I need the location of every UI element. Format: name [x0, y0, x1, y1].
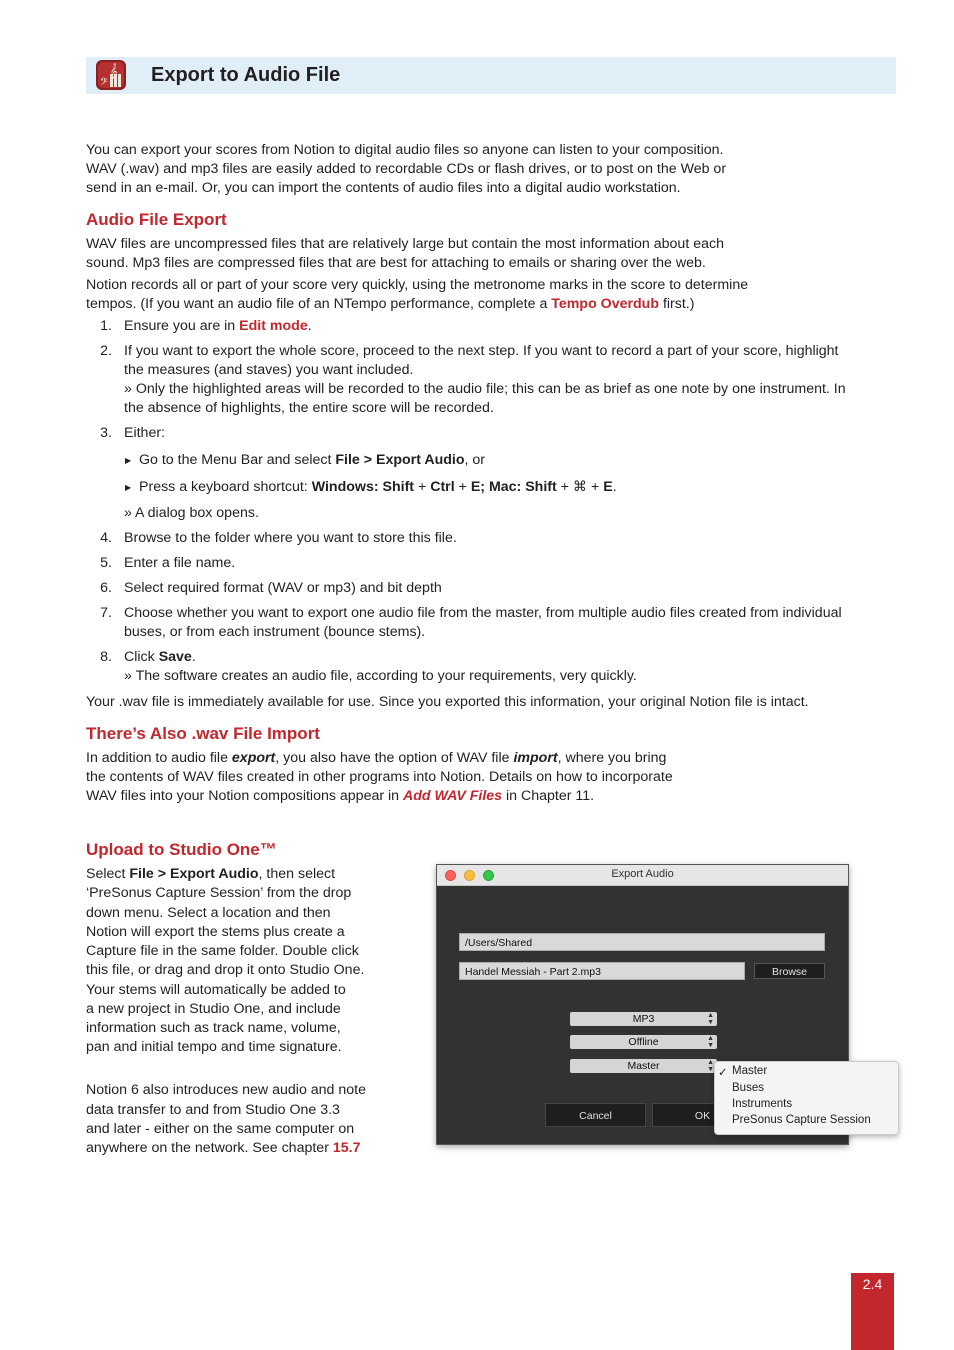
text: Go to the Menu Bar and select — [139, 452, 336, 468]
body-line — [86, 295, 694, 314]
bullet-triangle-icon: ▶ — [125, 483, 132, 492]
text: in Chapter 11. — [502, 788, 595, 804]
text: E; Mac: Shift — [470, 479, 557, 495]
body-line: Notion 6 also introduces new audio and note — [86, 1082, 367, 1098]
body-line — [86, 1139, 360, 1158]
dialog-titlebar — [437, 865, 848, 886]
step-number: 5. — [100, 555, 112, 571]
step-number: 6. — [100, 580, 112, 596]
step-number: 1. — [100, 318, 112, 334]
body-line: information such as track name, volume, — [86, 1020, 341, 1036]
text: Save — [158, 649, 192, 665]
body-line: WAV files are uncompressed files that are relatively large but contain the most information about each — [86, 236, 724, 252]
step-text — [124, 648, 196, 667]
section-heading-wav-import: There’s Also .wav File Import — [86, 724, 320, 743]
step-number: 2. — [100, 343, 112, 359]
text: + — [454, 479, 471, 495]
path-field[interactable]: /Users/Shared — [459, 933, 825, 951]
step-text: » Only the highlighted areas will be recorded to the audio file; this can be as brief as one note by one instrument. In — [124, 381, 846, 397]
text: , then select — [258, 866, 336, 882]
tempo-overdub-link[interactable]: Tempo Overdub — [551, 296, 660, 312]
text: first.) — [659, 296, 695, 312]
format-value: MP3 — [632, 1013, 655, 1025]
source-select[interactable] — [570, 1059, 717, 1073]
step-number: 7. — [100, 605, 112, 621]
page-number: 2.4 — [862, 1276, 883, 1292]
text: , or — [464, 452, 486, 468]
text: File > Export Audio — [335, 452, 465, 468]
menu-item-instruments[interactable]: Instruments — [732, 1098, 793, 1110]
step-text: Either: — [124, 425, 166, 441]
section-heading-studio-one: Upload to Studio One™ — [86, 840, 277, 859]
step-number: 3. — [100, 425, 112, 441]
intro-line: You can export your scores from Notion to digital audio files so anyone can listen to your composition. — [86, 142, 724, 158]
step-text: If you want to export the whole score, proceed to the next step. If you want to record a part of your score, highlight — [124, 343, 839, 359]
body-line: ‘PreSonus Capture Session’ from the drop — [86, 885, 352, 901]
bullet-text — [139, 478, 617, 497]
text: , where you bring — [557, 750, 667, 766]
body-line: Notion will export the stems plus create a — [86, 924, 345, 940]
body-line: this file, or drag and drop it onto Studio One. — [86, 962, 365, 978]
edit-mode-link[interactable]: Edit mode — [239, 318, 308, 334]
up-down-arrows-icon: ▲ ▼ — [707, 1035, 714, 1049]
body-line — [86, 865, 335, 884]
text: Ctrl — [430, 479, 455, 495]
text: WAV files into your Notion compositions appear in — [86, 788, 404, 804]
text: import — [513, 750, 558, 766]
svg-text:𝄢: 𝄢 — [100, 76, 108, 90]
intro-line: send in an e-mail. Or, you can import the contents of audio files into a digital audio workstation. — [86, 180, 681, 196]
text: Windows: Shift — [311, 479, 415, 495]
body-line: Your .wav file is immediately available for use. Since you exported this information, your original Notion file is intact. — [86, 694, 809, 710]
filename-field[interactable]: Handel Messiah - Part 2.mp3 — [459, 962, 745, 980]
menu-item-capture-session[interactable]: PreSonus Capture Session — [732, 1114, 871, 1126]
body-line — [86, 787, 594, 806]
step-text: Select required format (WAV or mp3) and bit depth — [124, 580, 442, 596]
step-text: Choose whether you want to export one audio file from the master, from multiple audio files created from individual — [124, 605, 842, 621]
text: + — [414, 479, 431, 495]
mode-select[interactable] — [570, 1035, 717, 1049]
page-number-badge — [851, 1273, 894, 1350]
body-line: Notion records all or part of your score very quickly, using the metronome marks in the score to determine — [86, 277, 749, 293]
intro-line: WAV (.wav) and mp3 files are easily added to recordable CDs or flash drives, or to post on the Web or — [86, 161, 727, 177]
text: Ensure you are in — [124, 318, 240, 334]
body-line: Your stems will automatically be added to — [86, 982, 346, 998]
cancel-button[interactable]: Cancel — [545, 1103, 646, 1127]
body-line — [86, 749, 666, 768]
up-down-arrows-icon: ▲ ▼ — [707, 1059, 714, 1073]
text: In addition to audio file — [86, 750, 232, 766]
text: File > Export Audio — [129, 866, 259, 882]
menu-item-buses[interactable]: Buses — [732, 1082, 764, 1094]
svg-text:𝄞: 𝄞 — [110, 64, 118, 79]
format-select[interactable] — [570, 1012, 717, 1026]
step-number: 4. — [100, 530, 112, 546]
mode-value: Offline — [628, 1036, 659, 1048]
step-text: Enter a file name. — [124, 555, 236, 571]
text: Click — [124, 649, 159, 665]
step-result: » The software creates an audio file, according to your requirements, very quickly. — [124, 668, 637, 684]
dialog-title: Export Audio — [611, 868, 674, 880]
page-title: Export to Audio File — [151, 64, 341, 86]
notion-logo-icon — [96, 60, 126, 90]
step-text: the measures (and staves) you want included. — [124, 362, 414, 378]
text: . — [307, 318, 312, 334]
step-result: » A dialog box opens. — [124, 505, 259, 521]
body-line: sound. Mp3 files are compressed files that are best for attaching to emails or sharing over the web. — [86, 255, 706, 271]
body-line: Capture file in the same folder. Double click — [86, 943, 359, 959]
text: + ⌘ + — [556, 479, 604, 495]
source-value: Master — [627, 1060, 660, 1072]
checkmark-icon: ✓ — [718, 1067, 728, 1079]
text: Press a keyboard shortcut: — [139, 479, 312, 495]
body-line: data transfer to and from Studio One 3.3 — [86, 1102, 340, 1118]
menu-item-master[interactable]: Master — [732, 1065, 768, 1077]
text: Select — [86, 866, 130, 882]
text: . — [612, 479, 617, 495]
text: , you also have the option of WAV file — [275, 750, 514, 766]
text: . — [191, 649, 196, 665]
body-line: down menu. Select a location and then — [86, 905, 331, 921]
step-text: the absence of highlights, the entire score will be recorded. — [124, 400, 494, 416]
body-line: and later - either on the same computer on — [86, 1121, 355, 1137]
ok-button[interactable]: OK — [652, 1103, 753, 1127]
bullet-text — [139, 451, 485, 470]
text: tempos. (If you want an audio file of an NTempo performance, complete a — [86, 296, 552, 312]
text: anywhere on the network. See chapter — [86, 1140, 333, 1156]
step-text: Browse to the folder where you want to store this file. — [124, 530, 457, 546]
body-line: a new project in Studio One, and include — [86, 1001, 341, 1017]
section-header — [86, 57, 896, 94]
body-line: pan and initial tempo and time signature. — [86, 1039, 342, 1055]
bullet-triangle-icon: ▶ — [125, 456, 132, 465]
section-heading-audio-export: Audio File Export — [86, 210, 227, 229]
text: E — [603, 479, 613, 495]
add-wav-files-link[interactable]: Add WAV Files — [403, 788, 503, 804]
text: export — [231, 750, 276, 766]
chapter-link[interactable]: 15.7 — [332, 1140, 361, 1156]
source-dropdown-menu — [714, 1061, 899, 1135]
up-down-arrows-icon: ▲ ▼ — [707, 1012, 714, 1026]
body-line: the contents of WAV files created in other programs into Notion. Details on how to incorporate — [86, 769, 673, 785]
step-text — [124, 317, 312, 336]
step-number: 8. — [100, 649, 112, 665]
step-text: buses, or from each instrument (bounce stems). — [124, 624, 426, 640]
browse-button[interactable]: Browse — [754, 963, 825, 979]
